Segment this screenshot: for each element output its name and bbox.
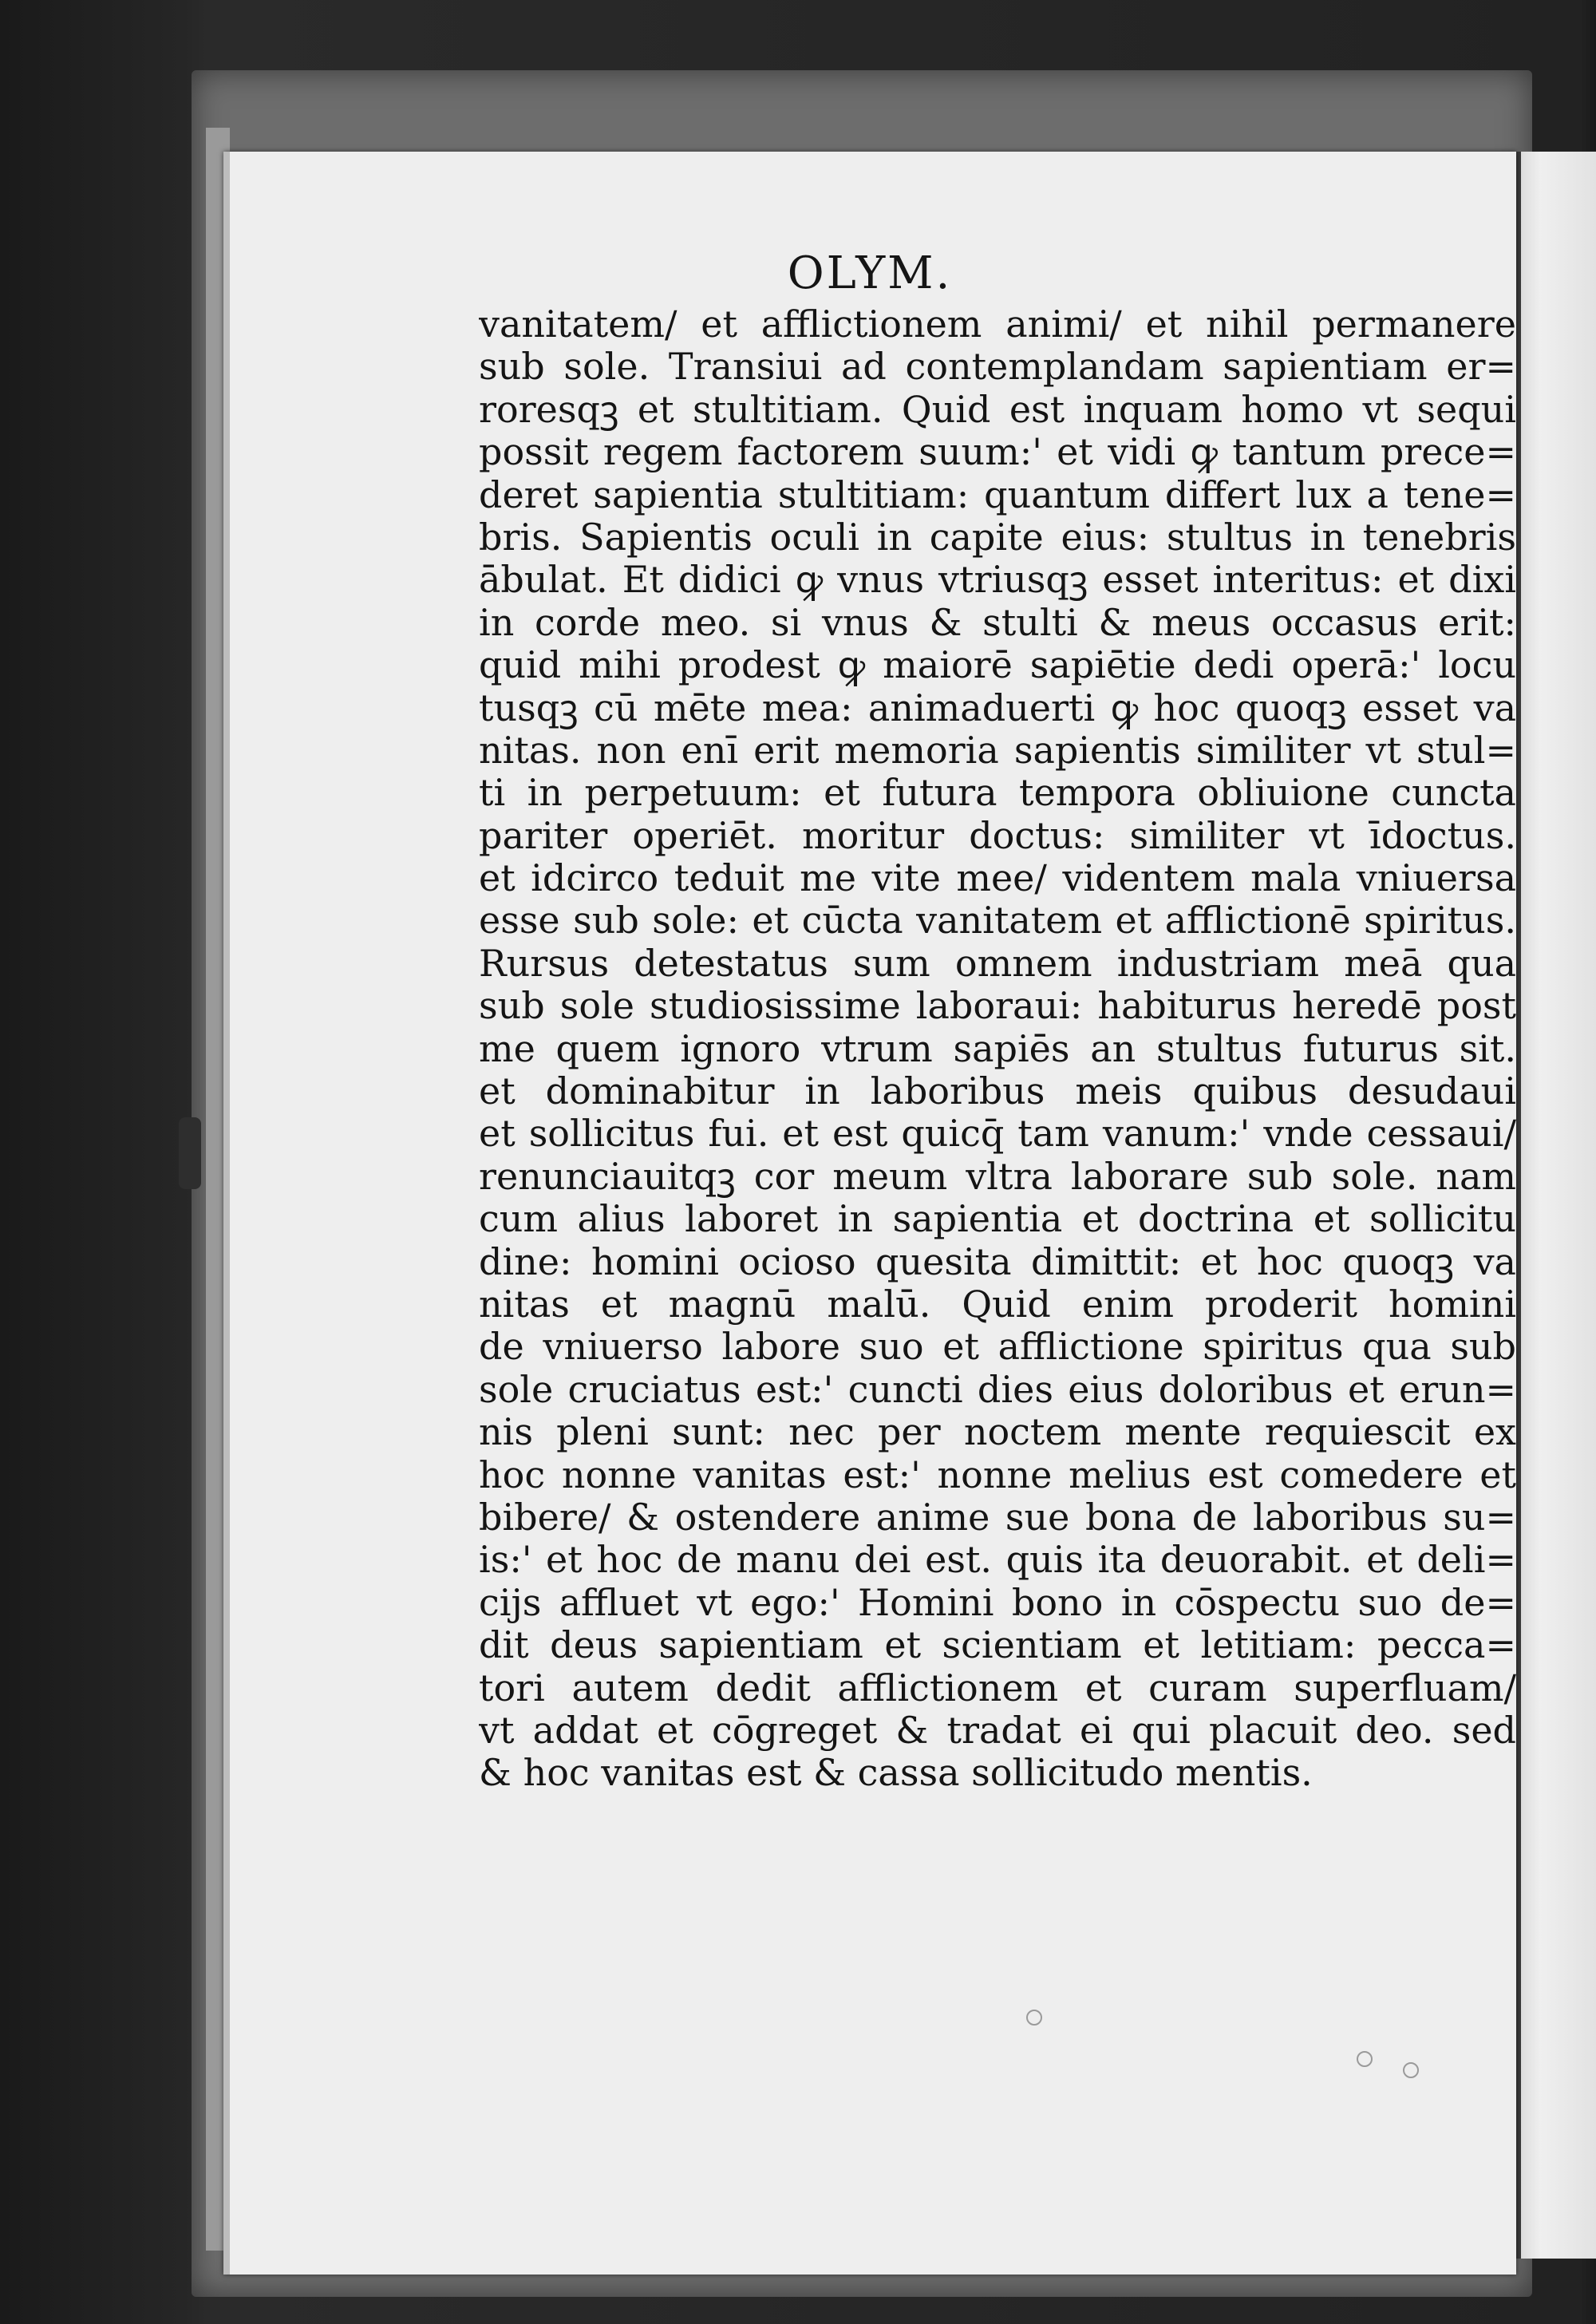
text-line: cijs affluet vt ego:' Homini bono in cōspectu suo de=	[479, 1581, 1516, 1624]
text-line: & hoc vanitas est & cassa sollicitudo mentis.	[479, 1752, 1313, 1795]
running-header: OLYM.	[787, 247, 953, 299]
book-page	[223, 152, 1516, 2275]
text-line: bris. Sapientis oculi in capite eius: stultus in tenebris	[479, 516, 1516, 559]
text-line: sub sole. Transiui ad contemplandam sapientiam er=	[479, 346, 1516, 389]
text-line: dine: homini ocioso quesita dimittit: et hoc quoqꝫ va	[479, 1240, 1516, 1283]
text-line: tusqꝫ cū mēte mea: animaduerti ꝙ hoc quoqꝫ esset va	[479, 686, 1516, 729]
text-line: nitas et magnū malū. Quid enim proderit homini	[479, 1283, 1516, 1326]
text-line: tori autem dedit afflictionem et curam superfluam/	[479, 1666, 1516, 1709]
text-line: dit deus sapientiam et scientiam et letitiam: pecca=	[479, 1624, 1516, 1667]
text-line: et idcirco teduit me vite mee/ videntem mala vniuersa	[479, 857, 1516, 900]
text-line: esse sub sole: et cūcta vanitatem et afflictionē spiritus.	[479, 899, 1516, 943]
text-line: et dominabitur in laboribus meis quibus desudaui	[479, 1070, 1516, 1113]
text-line: sole cruciatus est:' cuncti dies eius doloribus et erun=	[479, 1368, 1516, 1411]
text-line: nis pleni sunt: nec per noctem mente requiescit ex	[479, 1411, 1516, 1454]
text-line: is:' et hoc de manu dei est. quis ita deuorabit. et deli=	[479, 1539, 1516, 1582]
text-line: ti in perpetuum: et futura tempora obliuione cuncta	[479, 772, 1516, 815]
text-line: cum alius laboret in sapientia et doctrina et sollicitu	[479, 1198, 1516, 1241]
text-line: pariter operiēt. moritur doctus: similiter vt īdoctus.	[479, 814, 1516, 857]
text-line: quid mihi prodest ꝙ maiorē sapiētie dedi operā:' locu	[479, 644, 1516, 687]
text-line: bibere/ & ostendere anime sue bona de laboribus su=	[479, 1496, 1516, 1539]
text-line: vt addat et cōgreget & tradat ei qui placuit deo. sed	[479, 1709, 1516, 1752]
text-line: Rursus detestatus sum omnem industriam meā qua	[479, 942, 1516, 985]
text-line: nitas. non enī erit memoria sapientis similiter vt stul=	[479, 729, 1516, 772]
text-line: et sollicitus fui. et est quicq̄ tam vanum:' vnde cessaui/	[479, 1113, 1516, 1156]
text-line: vanitatem/ et afflictionem animi/ et nihil permanere	[479, 303, 1516, 346]
text-line: deret sapientia stultitiam: quantum differt lux a tene=	[479, 473, 1516, 516]
text-line: hoc nonne vanitas est:' nonne melius est comedere et	[479, 1453, 1516, 1496]
text-line: me quem ignoro vtrum sapiēs an stultus futurus sit.	[479, 1027, 1516, 1070]
text-line: roresqꝫ et stultitiam. Quid est inquam homo vt sequi	[479, 388, 1516, 431]
text-line: de vniuerso labore suo et afflictione spiritus qua sub	[479, 1326, 1516, 1369]
spine-clasp	[179, 1117, 201, 1189]
page-edge	[223, 152, 230, 2275]
text-line: possit regem factorem suum:' et vidi ꝙ tantum prece=	[479, 431, 1516, 474]
text-block	[479, 303, 1516, 1795]
page-ring-mark	[1403, 2062, 1419, 2078]
facing-page-edge	[1516, 152, 1596, 2259]
text-line: ābulat. Et didici ꝙ vnus vtriusqꝫ esset interitus: et dixi	[479, 559, 1516, 602]
text-line: in corde meo. si vnus & stulti & meus occasus erit:	[479, 601, 1516, 644]
text-line: renunciauitqꝫ cor meum vltra laborare sub sole. nam	[479, 1155, 1516, 1198]
page-ring-mark	[1026, 2010, 1042, 2026]
text-line: sub sole studiosissime laboraui: habiturus heredē post	[479, 985, 1516, 1028]
page-ring-mark	[1357, 2051, 1373, 2067]
